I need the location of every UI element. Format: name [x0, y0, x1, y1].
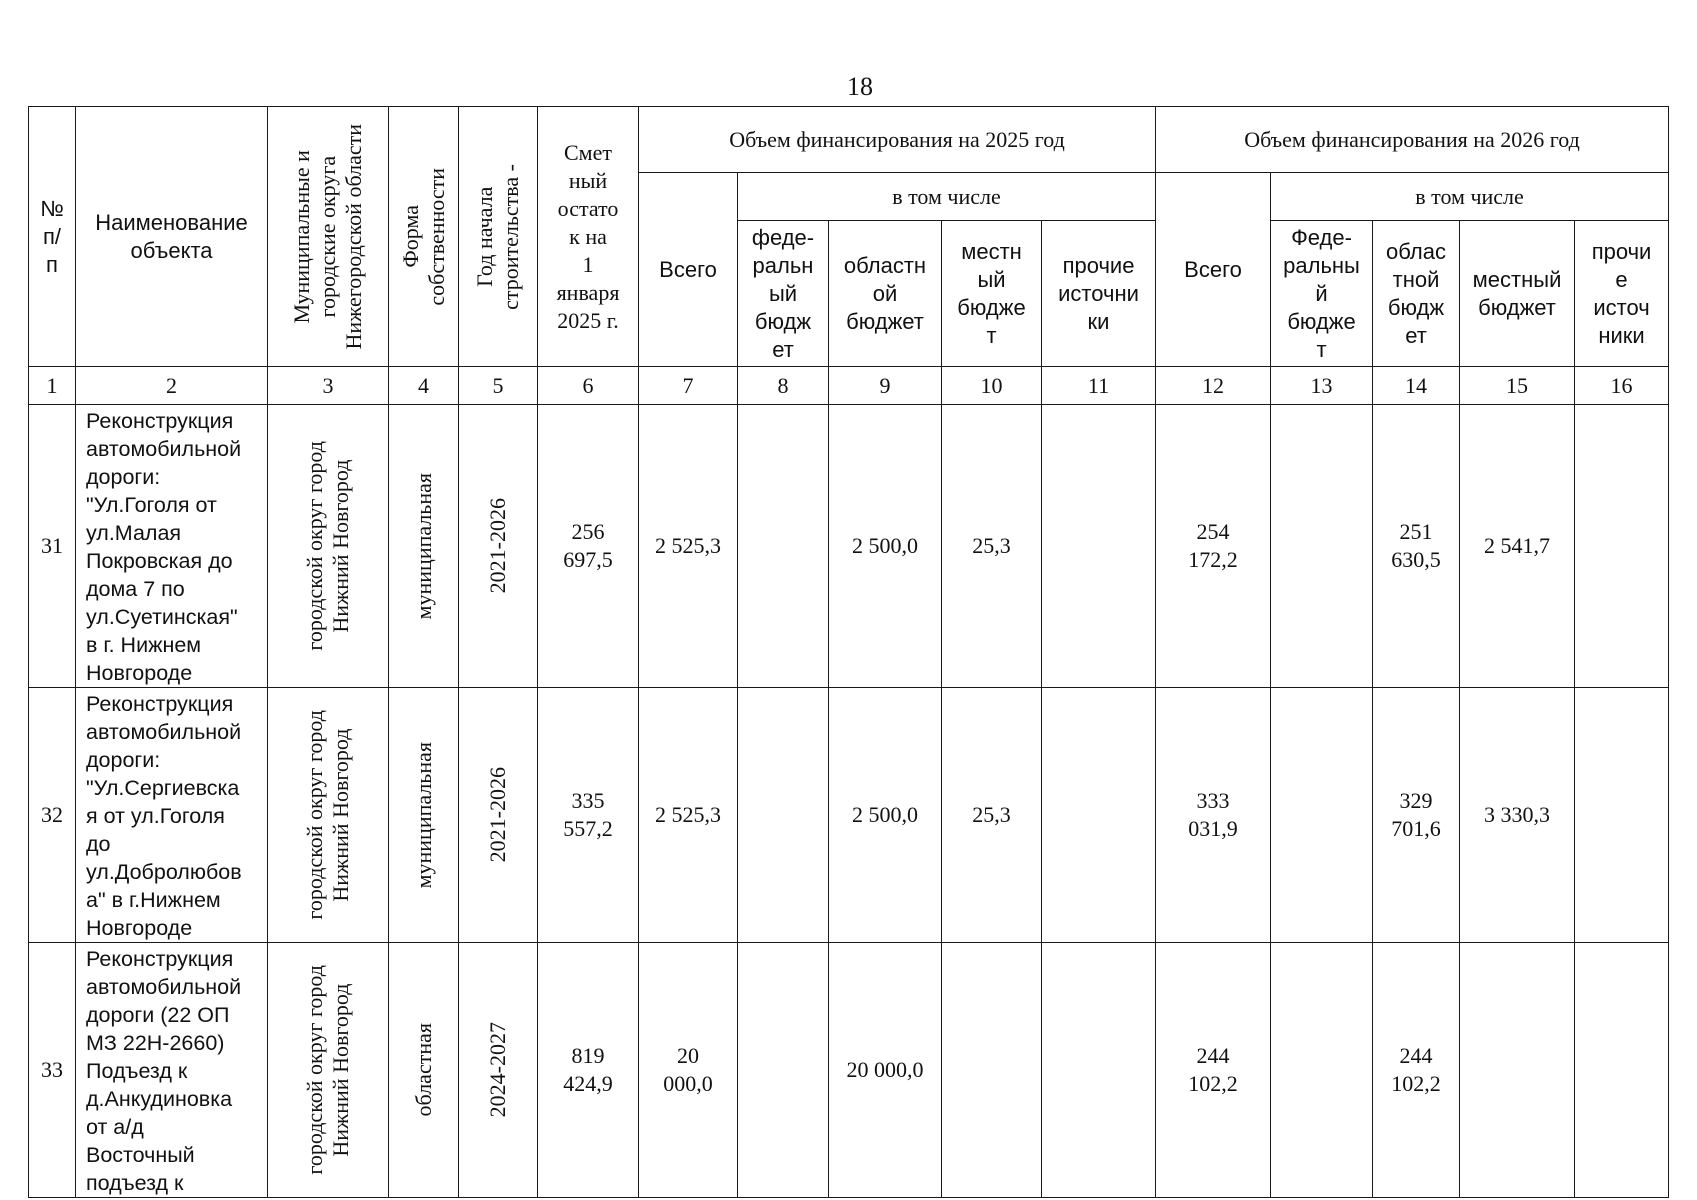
ownership-form: муниципальная [389, 688, 459, 943]
column-number-3: 3 [268, 367, 389, 405]
header-object-name: Наименование объекта [76, 107, 268, 367]
federal-2026 [1271, 688, 1373, 943]
column-number-14: 14 [1373, 367, 1460, 405]
header-municipal-districts: Муниципальные и городские округа Нижегородской области [268, 107, 389, 367]
total-2026: 254 172,2 [1156, 405, 1271, 688]
header-ownership-form: Форма собственности [389, 107, 459, 367]
header-total-2025: Всего [639, 173, 738, 367]
column-number-1: 1 [29, 367, 76, 405]
regional-2025: 20 000,0 [829, 943, 942, 1198]
header-other-2025: прочие источни ки [1042, 221, 1156, 367]
header-other-2026: прочи е источ ники [1575, 221, 1669, 367]
municipal-district: городской округ город Нижний Новгород [268, 405, 389, 688]
header-local-2026: местный бюджет [1460, 221, 1575, 367]
row-number: 31 [29, 405, 76, 688]
regional-2025: 2 500,0 [829, 688, 942, 943]
header-regional-2026: облас тной бюдж ет [1373, 221, 1460, 367]
header-construction-start: Год начала строительства - [459, 107, 538, 367]
local-2026: 2 541,7 [1460, 405, 1575, 688]
header-financing-2026: Объем финансирования на 2026 год [1156, 107, 1669, 173]
local-2025 [942, 943, 1042, 1198]
header-federal-2026: Феде- ральны й бюдже т [1271, 221, 1373, 367]
estimated-balance: 335 557,2 [538, 688, 639, 943]
table-row [29, 405, 1669, 688]
estimated-balance: 256 697,5 [538, 405, 639, 688]
regional-2026: 251 630,5 [1373, 405, 1460, 688]
column-number-8: 8 [738, 367, 829, 405]
other-2025 [1042, 943, 1156, 1198]
header-local-2025: местн ый бюдже т [942, 221, 1042, 367]
financing-table [28, 106, 1669, 1198]
column-number-13: 13 [1271, 367, 1373, 405]
table-row [29, 688, 1669, 943]
total-2026: 333 031,9 [1156, 688, 1271, 943]
column-number-2: 2 [76, 367, 268, 405]
header-financing-2025: Объем финансирования на 2025 год [639, 107, 1156, 173]
other-2025 [1042, 688, 1156, 943]
federal-2026 [1271, 405, 1373, 688]
header-total-2026: Всего [1156, 173, 1271, 367]
object-name: Реконструкция автомобильной дороги (22 ОП МЗ 22Н-2660) Подъезд к д.Анкудиновка от а/д Восточный подъезд к [76, 943, 268, 1198]
ownership-form: областная [389, 943, 459, 1198]
local-2025: 25,3 [942, 688, 1042, 943]
local-2026 [1460, 943, 1575, 1198]
regional-2026: 329 701,6 [1373, 688, 1460, 943]
object-name: Реконструкция автомобильной дороги: "Ул.Гоголя от ул.Малая Покровская до дома 7 по ул.Суетинская" в г. Нижнем Новгороде [76, 405, 268, 688]
construction-years: 2021-2026 [459, 688, 538, 943]
column-number-10: 10 [942, 367, 1042, 405]
column-number-7: 7 [639, 367, 738, 405]
total-2026: 244 102,2 [1156, 943, 1271, 1198]
total-2025: 2 525,3 [639, 405, 738, 688]
table-row [29, 943, 1669, 1198]
federal-2025 [738, 405, 829, 688]
ownership-form: муниципальная [389, 405, 459, 688]
estimated-balance: 819 424,9 [538, 943, 639, 1198]
row-number: 33 [29, 943, 76, 1198]
municipal-district: городской округ город Нижний Новгород [268, 688, 389, 943]
header-regional-2025: областн ой бюджет [829, 221, 942, 367]
column-number-4: 4 [389, 367, 459, 405]
header-federal-2025: феде- ральн ый бюдж ет [738, 221, 829, 367]
construction-years: 2024-2027 [459, 943, 538, 1198]
column-number-5: 5 [459, 367, 538, 405]
column-number-11: 11 [1042, 367, 1156, 405]
column-numbers-row [29, 367, 1669, 405]
header-estimated-balance: Смет ный остато к на 1 января 2025 г. [538, 107, 639, 367]
construction-years: 2021-2026 [459, 405, 538, 688]
header-number: № п/ п [29, 107, 76, 367]
regional-2026: 244 102,2 [1373, 943, 1460, 1198]
column-number-15: 15 [1460, 367, 1575, 405]
federal-2025 [738, 943, 829, 1198]
header-including-2026: в том числе [1271, 173, 1669, 221]
header-including-2025: в том числе [738, 173, 1156, 221]
other-2025 [1042, 405, 1156, 688]
other-2026 [1575, 943, 1669, 1198]
federal-2025 [738, 688, 829, 943]
other-2026 [1575, 688, 1669, 943]
page-number: 18 [847, 72, 873, 101]
row-number: 32 [29, 688, 76, 943]
object-name: Реконструкция автомобильной дороги: "Ул.Сергиевска я от ул.Гоголя до ул.Добролюбов а" в г.Нижнем Новгороде [76, 688, 268, 943]
regional-2025: 2 500,0 [829, 405, 942, 688]
column-number-9: 9 [829, 367, 942, 405]
federal-2026 [1271, 943, 1373, 1198]
total-2025: 20 000,0 [639, 943, 738, 1198]
total-2025: 2 525,3 [639, 688, 738, 943]
column-number-6: 6 [538, 367, 639, 405]
column-number-16: 16 [1575, 367, 1669, 405]
other-2026 [1575, 405, 1669, 688]
local-2025: 25,3 [942, 405, 1042, 688]
local-2026: 3 330,3 [1460, 688, 1575, 943]
municipal-district: городской округ город Нижний Новгород [268, 943, 389, 1198]
data-rows [29, 405, 1669, 1198]
column-number-12: 12 [1156, 367, 1271, 405]
